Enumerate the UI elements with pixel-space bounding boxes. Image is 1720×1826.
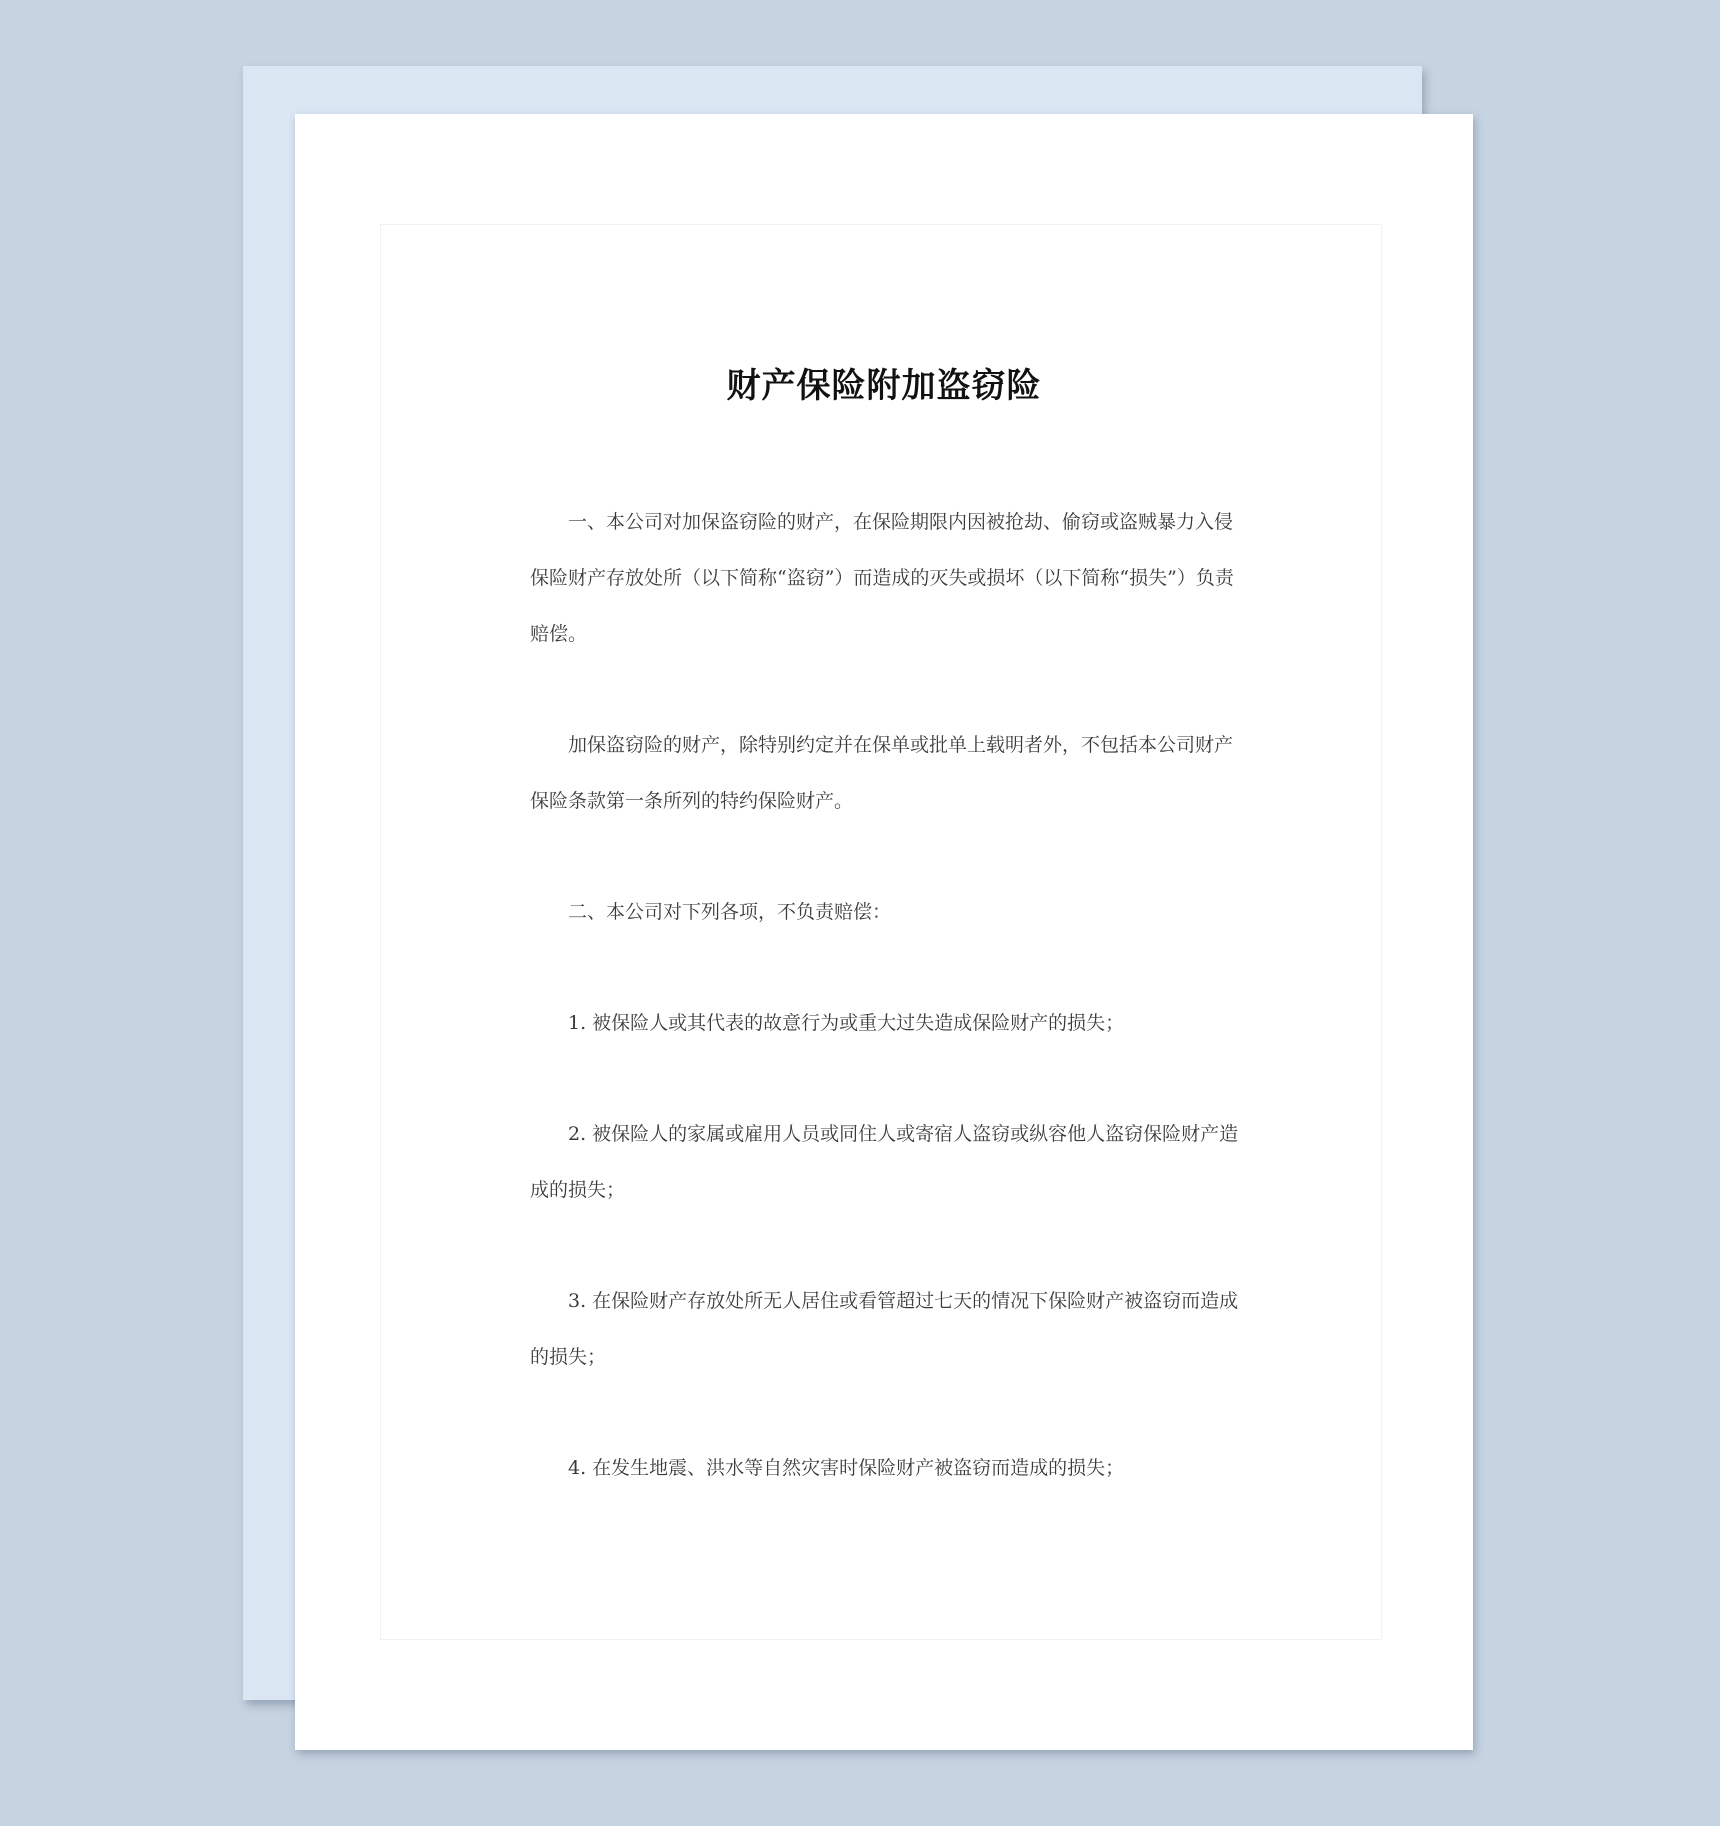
list-item-4: 4. 在发生地震、洪水等自然灾害时保险财产被盗窃而造成的损失； bbox=[568, 1457, 1125, 1479]
document-body bbox=[530, 494, 1240, 1551]
list-item-2: 2. 被保险人的家属或雇用人员或同住人或寄宿人盗窃或纵容他人盗窃保险财产造成的损失； bbox=[530, 1123, 1239, 1201]
list-item-1: 1. 被保险人或其代表的故意行为或重大过失造成保险财产的损失； bbox=[568, 1012, 1125, 1034]
list-item-3: 3. 在保险财产存放处所无人居住或看管超过七天的情况下保险财产被盗窃而造成的损失； bbox=[530, 1290, 1239, 1368]
paragraph-clause-2: 二、本公司对下列各项，不负责赔偿： bbox=[568, 901, 892, 923]
document-title: 财产保险附加盗窃险 bbox=[726, 366, 1042, 406]
paragraph-clause-1: 一、本公司对加保盗窃险的财产，在保险期限内因被抢劫、偷窃或盗贼暴力入侵保险财产存放处所（以下简称“盗窃”）而造成的灭失或损坏（以下简称“损失”）负责赔偿。 bbox=[530, 511, 1234, 645]
document-page bbox=[295, 114, 1473, 1750]
paragraph-clause-1-exclusion: 加保盗窃险的财产，除特别约定并在保单或批单上载明者外，不包括本公司财产保险条款第一条所列的特约保险财产。 bbox=[530, 734, 1234, 812]
